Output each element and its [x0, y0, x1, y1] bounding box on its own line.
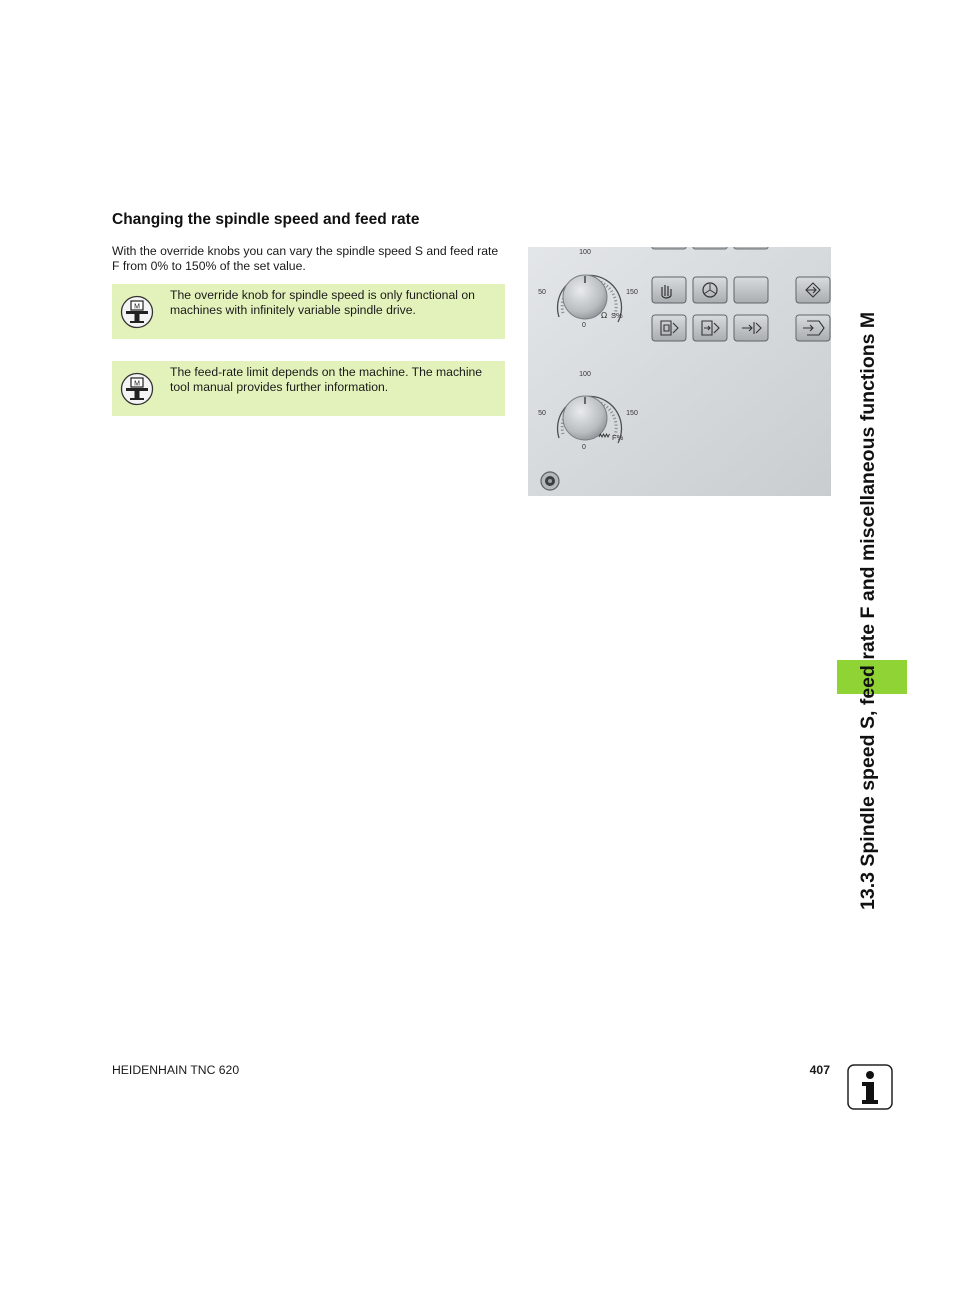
spindle-dial-top: 100 — [579, 249, 591, 256]
spindle-dial-left: 50 — [538, 289, 546, 296]
program-run-single-block-key[interactable] — [693, 315, 727, 341]
footer-manual-title: HEIDENHAIN TNC 620 — [112, 1063, 240, 1077]
spindle-dial-right: 150 — [626, 289, 638, 296]
intro-paragraph: With the override knobs you can vary the spindle speed S and feed rate F from 0% to 150% of the set value. — [112, 244, 499, 273]
spindle-dial-bottom: 0 — [582, 322, 586, 329]
blank-key[interactable] — [734, 277, 768, 303]
note-box-feed — [112, 361, 505, 416]
machine-tool-icon — [120, 295, 154, 329]
chapter-side-title: 13.3 Spindle speed S, feed rate F and miscellaneous functions M — [857, 311, 879, 910]
svg-text:M: M — [134, 303, 140, 311]
note-text: The override knob for spindle speed is only functional on machines with infinitely variable spindle drive. — [170, 288, 475, 317]
key-switch-icon[interactable] — [541, 472, 559, 490]
spindle-symbol-icon: Ω — [601, 311, 608, 320]
manual-operation-key[interactable] — [652, 277, 686, 303]
machine-tool-icon — [120, 372, 154, 406]
handwheel-key[interactable] — [693, 277, 727, 303]
feed-dial-right: 150 — [626, 410, 638, 417]
section-heading: Changing the spindle speed and feed rate — [112, 211, 420, 228]
note-text: The feed-rate limit depends on the machine. The machine tool manual provides further information. — [170, 365, 483, 394]
positioning-mdi-key[interactable] — [796, 277, 830, 303]
test-run-key[interactable] — [734, 315, 768, 341]
feed-dial-bottom: 0 — [582, 444, 586, 451]
note-box-spindle — [112, 284, 505, 339]
control-panel-photo — [528, 247, 831, 496]
program-run-full-sequence-key[interactable] — [652, 315, 686, 341]
programming-key[interactable] — [796, 315, 830, 341]
feed-dial-label: F% — [612, 433, 624, 442]
svg-text:M: M — [134, 380, 140, 388]
page-number: 407 — [809, 1063, 830, 1077]
feed-dial-top: 100 — [579, 371, 591, 378]
feed-dial-left: 50 — [538, 410, 546, 417]
info-icon — [847, 1064, 893, 1110]
spindle-dial-label: S% — [611, 311, 623, 320]
